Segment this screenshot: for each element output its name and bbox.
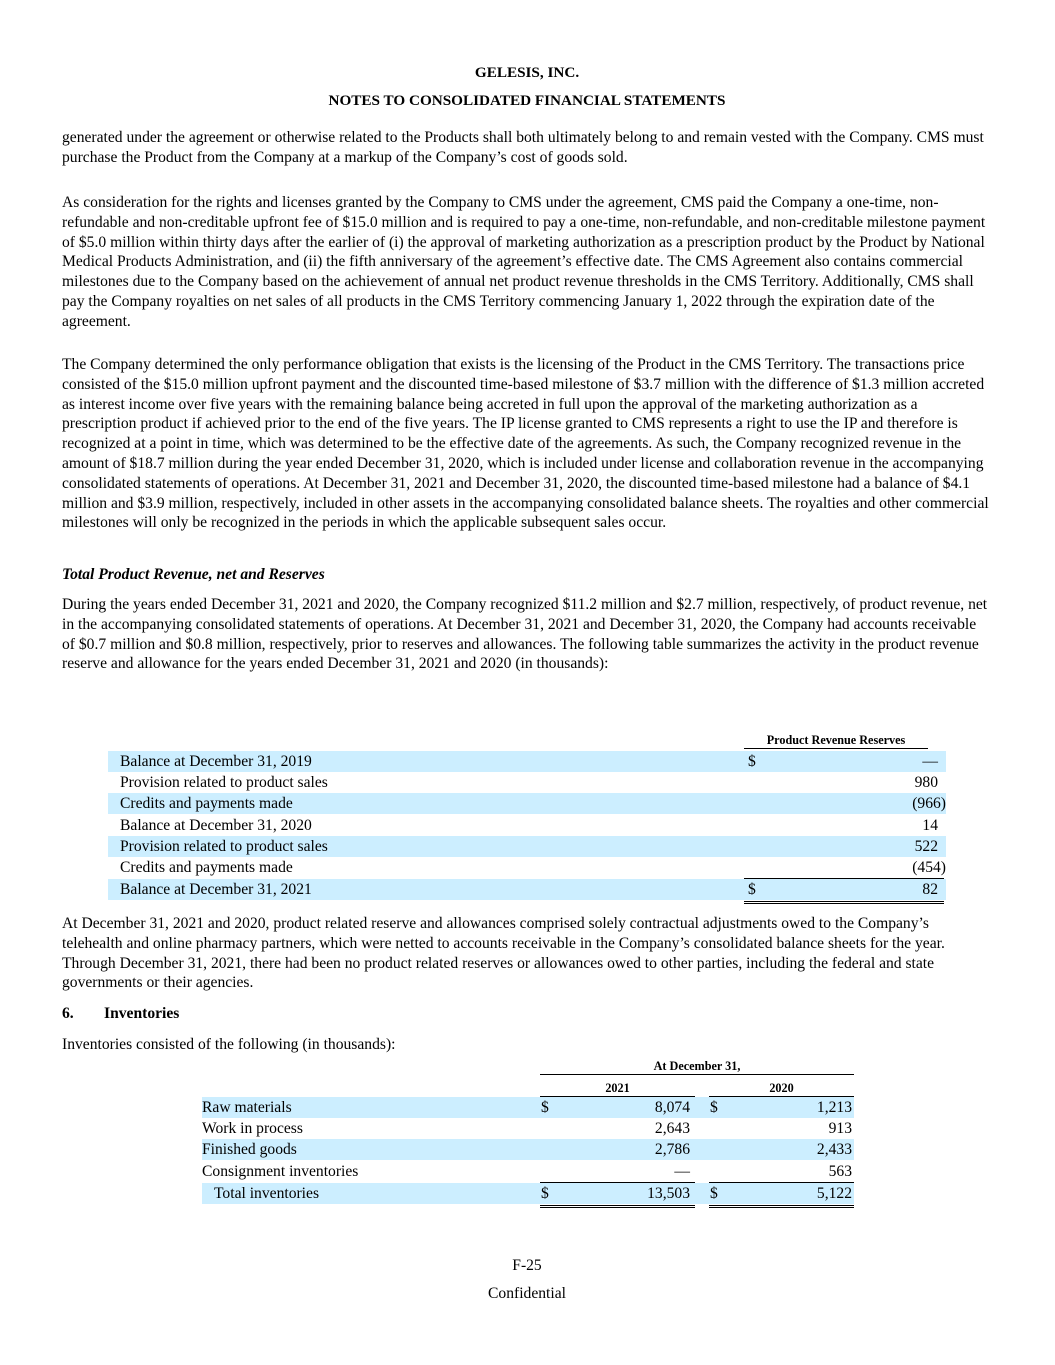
table-row <box>108 815 946 836</box>
paragraph-1: generated under the agreement or otherwise related to the Products shall both ultimately belong to and remain vested with the Company. CMS must purchase the Product from the Company at a markup of the Company’s cost of goods sold. <box>62 129 984 166</box>
section-heading-inventories <box>62 1004 992 1024</box>
table-row <box>108 879 946 900</box>
currency-symbol: $ <box>710 1099 718 1116</box>
row-label: Credits and payments made <box>120 859 293 876</box>
paragraph-6: Inventories consisted of the following (in thousands): <box>62 1036 396 1053</box>
row-value: 980 <box>914 774 938 791</box>
row-label: Finished goods <box>202 1141 297 1158</box>
row-label: Total inventories <box>214 1185 320 1202</box>
value-2021: 2,643 <box>654 1120 690 1137</box>
total-double-rule <box>744 901 944 904</box>
currency-symbol: $ <box>710 1185 718 1202</box>
value-2020: 563 <box>828 1163 852 1180</box>
currency-symbol: $ <box>541 1099 549 1116</box>
section-number: 6. <box>62 1005 74 1022</box>
page-title: NOTES TO CONSOLIDATED FINANCIAL STATEMENTS <box>328 92 726 109</box>
row-value: (966) <box>912 795 946 812</box>
row-value: 82 <box>922 881 938 898</box>
paragraph-3: The Company determined the only performance obligation that exists is the licensing of the Product in the CMS Territory. The transactions price consisted of the $15.0 million upfront payment and the discounted time-based milestone of $3.7 million with the difference of $1.3 million accreted as interest income over five years with the remaining balance being accreted in full upon the approval of the marketing authorization as a prescription product if achieved prior to the end of the five years. The IP license granted to CMS represents a right to use the IP and therefore is recognized at a point in time, which was determined to be the effective date of the agreements. As such, the Company recognized revenue in the amount of $18.7 million during the year ended December 31, 2020, which is included under license and collaboration revenue in the accompanying consolidated statements of operations. At December 31, 2021 and December 31, 2020, the discounted time-based milestone had a balance of $4.1 million and $3.9 million, respectively, included in other assets in the accompanying consolidated balance sheets. The royalties and other commercial milestones will only be recognized in the periods in which the applicable subsequent sales occur. <box>62 356 989 532</box>
table-row <box>108 793 946 814</box>
row-value: 14 <box>922 817 938 834</box>
paragraph-5: At December 31, 2021 and 2020, product related reserve and allowances comprised solely contractual adjustments owed to the Company’s telehealth and online pharmacy partners, which were netted to accounts receivable in the Company’s consolidated balance sheets for the year. Through December 31, 2021, there had been no product related reserves or allowances owed to other parties, including the federal and state governments or their agencies. <box>62 915 945 992</box>
page-number: F-25 <box>512 1257 542 1274</box>
table-row <box>108 751 946 772</box>
row-label: Credits and payments made <box>120 795 293 812</box>
row-value: — <box>922 753 938 770</box>
total-double-rule-2020 <box>709 1205 854 1208</box>
value-2020: 1,213 <box>816 1099 852 1116</box>
confidential-label: Confidential <box>488 1285 566 1302</box>
table-row <box>108 772 946 793</box>
row-label: Raw materials <box>202 1099 292 1116</box>
table-row <box>202 1097 854 1118</box>
currency-symbol: $ <box>748 881 756 898</box>
table-row <box>202 1139 854 1160</box>
value-2020: 5,122 <box>816 1185 852 1202</box>
table-row <box>202 1118 854 1139</box>
total-double-rule-2021 <box>540 1205 695 1208</box>
row-label: Balance at December 31, 2020 <box>120 817 312 834</box>
row-label: Balance at December 31, 2019 <box>120 753 312 770</box>
currency-symbol: $ <box>541 1185 549 1202</box>
row-label: Balance at December 31, 2021 <box>120 881 312 898</box>
column-header-2020: 2020 <box>709 1080 854 1097</box>
table-row <box>202 1161 854 1182</box>
value-2021: 13,503 <box>647 1185 690 1202</box>
table-row-total <box>202 1183 854 1204</box>
value-2021: 8,074 <box>654 1099 690 1116</box>
group-header: At December 31, <box>540 1058 854 1075</box>
row-label: Provision related to product sales <box>120 838 328 855</box>
paragraph-4: During the years ended December 31, 2021 and 2020, the Company recognized $11.2 million and $2.7 million, respectively, of product revenue, net in the accompanying consolidated statements of operations. At December 31, 2021 and December 31, 2020, the Company had accounts receivable of $0.7 million and $0.8 million, respectively, prior to reserves and allowances. The following table summarizes the activity in the product revenue reserve and allowance for the years ended December 31, 2021 and 2020 (in thousands): <box>62 596 988 673</box>
column-header-2021: 2021 <box>540 1080 695 1097</box>
paragraph-2: As consideration for the rights and licenses granted by the Company to CMS under the agreement, CMS paid the Company a one-time, non-refundable and non-creditable upfront fee of $15.0 million and is required to pay a one-time, non-refundable, and non-creditable milestone payment of $5.0 million within thirty days after the earlier of (i) the approval of marketing authorization as a prescription product by the Product by National Medical Products Administration, and (ii) the fifth anniversary of the agreement’s effective date. The CMS Agreement also contains commercial milestones due to the Company based on the achievement of annual net product revenue thresholds in the CMS Territory. Additionally, CMS shall pay the Company royalties on net sales of all products in the CMS Territory commencing January 1, 2022 through the expiration date of the agreement. <box>62 194 986 330</box>
value-2020: 2,433 <box>816 1141 852 1158</box>
value-2021: 2,786 <box>654 1141 690 1158</box>
value-2021: — <box>674 1163 690 1180</box>
table-row <box>108 857 946 878</box>
column-header: Product Revenue Reserves <box>744 732 928 749</box>
value-2020: 913 <box>828 1120 852 1137</box>
subheading-product-revenue: Total Product Revenue, net and Reserves <box>62 566 325 583</box>
currency-symbol: $ <box>748 753 756 770</box>
row-label: Provision related to product sales <box>120 774 328 791</box>
table-row <box>108 836 946 857</box>
row-label: Consignment inventories <box>202 1163 359 1180</box>
company-name: GELESIS, INC. <box>474 64 580 81</box>
row-value: (454) <box>912 859 946 876</box>
section-title: Inventories <box>104 1005 180 1022</box>
row-label: Work in process <box>202 1120 303 1137</box>
row-value: 522 <box>914 838 938 855</box>
